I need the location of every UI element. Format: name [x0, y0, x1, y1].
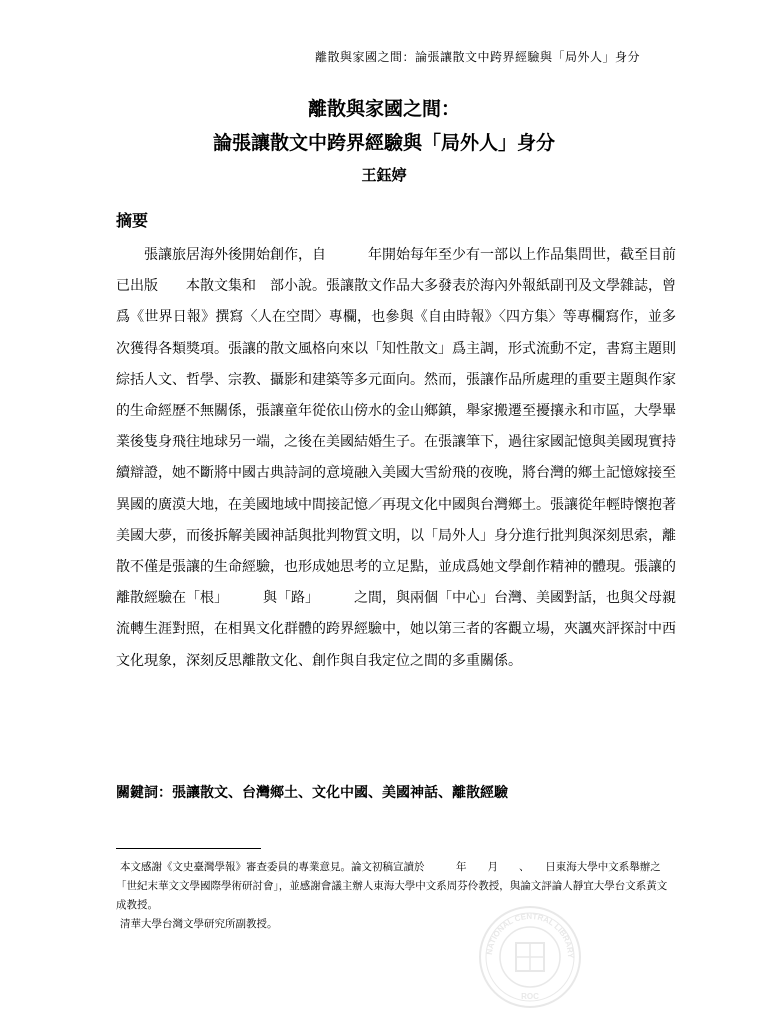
footnotes	[116, 858, 676, 934]
author-name: 王鈺婷	[361, 166, 407, 184]
abstract-body	[116, 240, 676, 677]
title-line-2: 論張讓散文中跨界經驗與「局外人」身分	[212, 132, 555, 154]
footnote-author-affiliation: 清華大學台灣文學研究所副教授。	[120, 918, 278, 930]
svg-text:ROC: ROC	[521, 992, 539, 1001]
title-line-1: 離散與家國之間：	[307, 98, 460, 120]
abstract-paragraph: 張讓旅居海外後開始創作，自 年開始每年至少有一部以上作品集問世，截至目前已出版 本散文集和 部小說。張讓散文作品大多發表於海內外報紙副刊及文學雜誌，曾爲《世界日報》撰寫〈人在空間〉專欄，也參與《自由時報》〈四方集〉等專欄寫作，並多次獲得各類獎項。張讓的散文風格向來以「知性散文」爲主調，形式流動不定，書寫主題則綜括人文、哲學、宗教、攝影和建築等多元面向。然而，張讓作品所處理的重要主題與作家的生命經歷不無關係，張讓童年從依山傍水的金山鄉鎮，舉家搬遷至擾攘永和市區，大學畢業後隻身飛往地球另一端，之後在美國結婚生子。在張讓筆下，過往家國記憶與美國現實持續辯證，她不斷將中國古典詩詞的意境融入美國大雪紛飛的夜晚，將台灣的鄉土記憶嫁接至異國的廣漠大地，在美國地域中間接記憶／再現文化中國與台灣鄉土。張讓從年輕時懷抱著美國大夢，而後拆解美國神話與批判物質文明，以「局外人」身分進行批判與深刻思索，離散不僅是張讓的生命經驗，也形成她思考的立足點，並成爲她文學創作精神的體現。張讓的離散經驗在「根」 與「路」 之間，與兩個「中心」台灣、美國對話，也與父母親流轉生涯對照，在相異文化群體的跨界經驗中，她以第三者的客觀立場，夾諷夾評探討中西文化現象，深刻反思離散文化、創作與自我定位之間的多重關係。	[116, 247, 676, 669]
running-header: 離散與家國之間：論張讓散文中跨界經驗與「局外人」身分	[314, 50, 640, 64]
footnote-divider	[116, 848, 261, 849]
footnote-acknowledgement: 本文感謝《文史臺灣學報》審查委員的專業意見。論文初稿宣讀於 年 月 、 日東海大學中文系舉辦之「世紀末華文文學國際學術研討會」，並感謝會議主辦人東海大學中文系周芬伶教授，與論文評論人靜宜大學台文系黃文成教授。	[116, 861, 668, 911]
svg-text:NATIONAL CENTRAL LIBRARY: NATIONAL CENTRAL LIBRARY	[484, 911, 576, 959]
library-seal-watermark	[478, 905, 582, 1009]
abstract-heading: 摘要	[116, 211, 149, 230]
keywords: 關鍵詞：張讓散文、台灣鄉土、文化中國、美國神話、離散經驗	[116, 785, 508, 801]
